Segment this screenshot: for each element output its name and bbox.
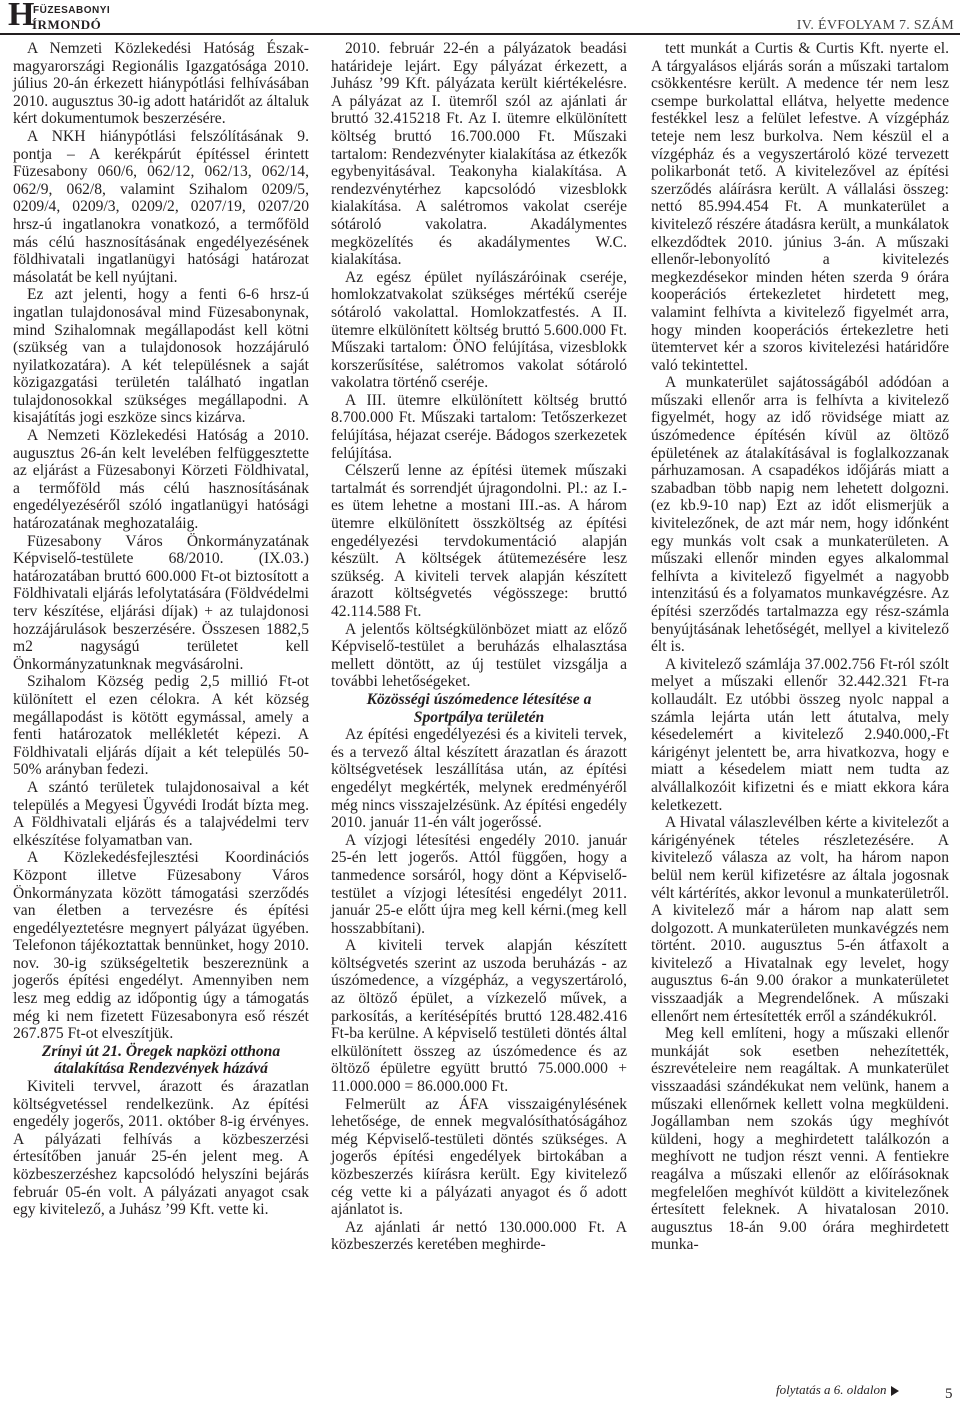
paragraph: Füzesabony Város Önkormányzatának Képviselő-testülete 68/2010. (IX.03.) határozatában bruttó 600.000 Ft-ot biztosított a Földhivatali eljárás lefolytatására (Földvédelmi terv készítése, eljárási díjak) + az tulajdonosi hozzájárulások beszerzésére. Összesen 1882,5 m2 nagyságú területet kell Önkormányzatunknak megvásárolni. — [13, 532, 309, 673]
paragraph: A jelentős költségkülönbözet miatt az előző Képviselő-testület a beruházás elhalasztása mellett döntött, az új testület vizsgálja a további lehetőségeket. — [331, 620, 627, 691]
paragraph: Az ajánlati ár nettó 130.000.000 Ft. A közbeszerzés keretében meghirde- — [331, 1218, 627, 1254]
paragraph: A szántó területek tulajdonosaival a két település a Megyesi Ügyvédi Irodát bízta meg. A Földhivatali eljárás és a talajvédelmi terv elkészítése folyamatban van. — [13, 778, 309, 849]
continuation-text: folytatás a 6. oldalon — [776, 1382, 887, 1397]
article-column-2 — [331, 40, 627, 1254]
paragraph: Célszerű lenne az építési ütemek műszaki tartalmát és sorrendjét újragondolni. Pl.: az I.-es ütem lehetne a mostani III.-as. A három ütemre elkülönített összköltség az építési engedélyezési tervdokumentáció alapján készült. A költségek átütemezésére lesz szükség. A kiviteli tervek alapján készített árazott költségvetés végösszege: bruttó 42.114.588 Ft. — [331, 462, 627, 620]
header-rule — [0, 33, 960, 35]
paragraph: Az építési engedélyezési és a kiviteli tervek, és a tervező által készített árazatlan és árazott költségvetések leszállítása után, az építési engedélyt megkérték, melynek eredményéről még nincs visszajelzésünk. Az építési engedély 2010. január 11-én vált jogerőssé. — [331, 726, 627, 832]
article-column-3 — [651, 40, 949, 1254]
paragraph: Szihalom Község pedig 2,5 millió Ft-ot különített el ezen célokra. A két község megállapodást is kötött egymással, amely a fenti határozatok mellékletét képezi. A Földhivatali eljárás díjait a két település 50-50% arányban fedezi. — [13, 673, 309, 779]
paragraph: Az egész épület nyílászáróinak cseréje, homlokzatvakolat szükséges mértékű cseréje sótároló vakolattal. Homlokzatfestés. A II. ütemre elkülönített költség bruttó 5.600.000 Ft. Műszaki tartalom: ÖNO felújítása, vizesblokk korszerűsítése, salétromos vakolat sótároló vakolatra történő cseréje. — [331, 268, 627, 392]
section-heading: Zrínyi út 21. Öregek napközi otthona átalakítása Rendezvények házává — [41, 1042, 281, 1078]
paragraph: Ez azt jelenti, hogy a fenti 6-6 hrsz-ú ingatlan tulajdonosával mind Füzesabonynak, mind Szihalomnak megállapodást kell kötni (szükség van a tulajdonosok hozzájáruló nyilatkozatára). A két településnek a saját közigazgatási területén található ingatlan tulajdonosokkal szükséges megállapodni. A kisajátítás jogi eszköze sincs kizárva. — [13, 286, 309, 427]
paragraph: tett munkát a Curtis & Curtis Kft. nyerte el. A tárgyalásos eljárás során a műszaki tartalom csökkentésre került. A medence tér nem lesz csempe burkolattal ellátva, helyette medence festékkel lesz a felület lefestve. A vízgépház teteje nem lesz burkolva. Nem készül el a vízgépház és a vegyszertároló közé tervezett polikarbonát tető. A kivitelezővel az építési szerződés aláírásra került. A vállalási összeg: nettó 85.994.454 Ft. A munkaterület a kivitelező részére átadásra került, a munkálatok elkezdődtek 2010. június 3-án. A műszaki ellenőr-lebonyolító a kivitelezés megkezdésekor minden héten szerda 9 órára kooperációs értekezletet hirdetett meg, valamint felhívta a kivitelező figyelmét arra, hogy minden kooperációs értekezletre heti ütemtervet kér a szoros kivitelezési határidőre való tekintettel. — [651, 40, 949, 374]
paragraph: A Közlekedésfejlesztési Koordinációs Központ illetve Füzesabony Város Önkormányzata között támogatási szerződés van életben a tervezésre és építési engedélyeztetésre megnyert pályázat ügyében. Telefonon tájékoztattak bennünket, hogy 2010. nov. 30-ig szükségeltetik beszereznünk a jogerős építési engedélyt. Amennyiben nem lesz meg eddig az időpontig úgy a támogatás még ki nem fizetett Füzesabonyra eső részét 267.875 Ft-ot elveszítjük. — [13, 849, 309, 1043]
paragraph: A Nemzeti Közlekedési Hatóság a 2010. augusztus 26-án kelt levelében felfüggesztette az eljárást a Füzesabonyi Körzeti Földhivatal, a termőföld más célú hasznosításának engedélyezéséről szóló ingatlanügyi hatósági határozatának meghozataláig. — [13, 427, 309, 533]
paragraph: A vízjogi létesítési engedély 2010. január 25-én lett jogerős. Attól függően, hogy a tanmedence sorsáról, hogy dönt a Képviselő-testület a vízjogi létesítési engedélyt 2011. január 25-e előtt újra meg kell kérni.(meg kell hosszabbítani). — [331, 831, 627, 937]
paragraph: A munkaterület sajátosságából adódóan a műszaki ellenőr arra is felhívta a kivitelező figyelmét, hogy az idő rövidsége miatt az úszómedence építésén kívül az öltöző épületének az átalakításával is foglalkozzanak párhuzamosan. A csapadékos időjárás miatt a szabadban több napig nem lehetett dolgozni. (ez kb.9-10 nap) Ezt az időt elismerjük a kivitelezőnek, de azt már nem, hogy időnként egy munkás volt csak a munkaterületen. A műszaki ellenőr minden egyes alkalommal felhívta a kivitelező figyelmét a nagyobb intenzitású és a folyamatos munkavégzésre. Az építési szerződés tartalmazza egy rész-számla benyújtásának lehetőségét, mellyel a kivitelező élt is. — [651, 374, 949, 656]
page-number: 5 — [945, 1386, 953, 1402]
section-heading: Közösségi úszómedence létesítése a Sportpálya területén — [366, 690, 592, 726]
masthead-bottom-text: ÍRMONDÓ — [32, 17, 102, 32]
paragraph: A Hivatal válaszlevélben kérte a kivitelezőt a kárigényének tételes részletezésére. A kivitelező válasza az volt, ha három napon belül nem kerül kifizetésre az általa jogosnak vélt kártérítés, akkor levonul a munkaterületről. A kivitelező már a három nap alatt sem dolgozott. A munkaterületen munkavégzés nem történt. 2010. augusztus 5-én átfaxolt a kivitelező a Hivatalnak egy levelet, hogy augusztus 6-án 9.00 órakor a munkaterületet visszaadják a Megrendelőnek. A műszaki ellenőrt nem értesítették erről a szándékukról. — [651, 814, 949, 1025]
masthead-initial: H — [8, 0, 35, 33]
volume-label: IV. ÉVFOLYAM 7. SZÁM — [796, 18, 954, 33]
paragraph: A kiviteli tervek alapján készített költségvetés szerint az uszoda beruházás - az úszómedence, a vízgépház, a vegyszertároló, az öltöző épület, a vízkezelő művek, a parkosítás, a kerítésépítés bruttó 128.482.416 Ft-ba kerülne. A képviselő testületi döntés által elkülönített összeg az úszómedence és az öltöző épületre együtt bruttó 75.000.000 + 11.000.000 = 86.000.000 Ft. — [331, 937, 627, 1096]
paragraph: A NKH hiánypótlási felszólításának 9. pontja – A kerékpárút építéssel érintett Füzesabony 060/6, 062/12, 062/13, 062/14, 062/9, 062/8, valamint Szihalom 0209/5, 0209/4, 0209/3, 0209/2, 0207/19, 0207/20 hrsz-ú ingatlanokra vonatkozó, a termőföld más célú hasznosításának engedélyezésének földhivatali ingatlanügyi hatósági határozat másolatát be kell nyújtani. — [13, 127, 309, 286]
paragraph: A kivitelező számlája 37.002.756 Ft-ról szólt melyet a műszaki ellenőr 32.442.321 Ft-ra kollaudált. Ez utóbbi összeg nyolc nappal a számla lejárta után lett átutalva, mely késedelemért a kivitelező 2.940.000,-Ft kárigényt jelentett be, arra hivatkozva, hogy e miatt a késedelem miatt nem tudta az alvállalkozóit kifizetni és e miatt ekkora kára keletkezett. — [651, 655, 949, 814]
masthead-logo — [8, 2, 158, 32]
paragraph: A Nemzeti Közlekedési Hatóság Észak-magyarországi Regionális Igazgatósága 2010. július 20-án érkezett hiánypótlási felhívásában 2010. augusztus 30-ig adott határidőt az általuk kért dokumentumok beszerzésére. — [13, 40, 309, 128]
paragraph: Meg kell említeni, hogy a műszaki ellenőr munkáját sok esetben nehezítették, észrevételeire nem reagáltak. A munkaterület visszaadási szándékukat nem velünk, hanem a műszaki ellenőrnek kellett volna megküldeni. Jogállamban nem szokás úgy meghívót küldeni, hogy a meghirdetett találkozón a meghívott ne tudjon részt venni. A fentiekre reagálva a műszaki ellenőr az előírásoknak megfelelően meghívót küldött a kivitelezőnek értesített feleknek. A hivatalosan 2010. augusztus 18-án 9.00 órára meghirdetett munka- — [651, 1025, 949, 1254]
paragraph: Felmerült az ÁFA visszaigénylésének lehetősége, de ennek megvalósíthatóságához még Képviselő-testületi döntés szükséges. A jogerős építési engedélyek birtokában a közbeszerzés kiírásra került. Egy kivitelező cég vette ki a pályázati anyagot és ő adott ajánlatot is. — [331, 1095, 627, 1219]
paragraph: Kiviteli tervvel, árazott és árazatlan költségvetéssel rendelkezünk. Az építési engedély jogerős, 2011. október 8-ig érvényes. A pályázati felhívás a közbeszerzési értesítőben január 25-én jelent meg. A közbeszerzéshez kapcsolódó helyszíni bejárás február 05-én volt. A pályázati anyagot csak egy kivitelező, a Juhász ’99 Kft. vette ki. — [13, 1078, 309, 1219]
arrow-right-icon — [891, 1386, 899, 1396]
page-header — [0, 0, 960, 36]
masthead-top-text: FÜZESABONYI — [33, 5, 111, 16]
paragraph: A III. ütemre elkülönített költség bruttó 8.700.000 Ft. Műszaki tartalom: Tetőszerkezet felújítása, héjazat cseréje. Bádogos szerkezetek felújítása. — [331, 391, 627, 462]
paragraph: 2010. február 22-én a pályázatok beadási határideje lejárt. Egy pályázat érkezett, a Juhász ’99 Kft. pályázata került kiértékelésre. A pályázat az I. ütemről szól az ajánlati ár bruttó 32.415218 Ft. Az I. ütemre elkülönített költség bruttó 16.700.000 Ft. Műszaki tartalom: Rendezvényter kialakítása az étkezők egybenyitásával. Teakonyha kialakítása. A rendezvénytérhez kapcsolódó vizesblokk kialakítása. A salétromos vakolat cseréje sótároló vakolatra. Akadálymentes megközelítés és akadálymentes W.C. kialakítása. — [331, 40, 627, 269]
continuation-note — [776, 1382, 899, 1398]
article-column-1 — [13, 40, 309, 1219]
